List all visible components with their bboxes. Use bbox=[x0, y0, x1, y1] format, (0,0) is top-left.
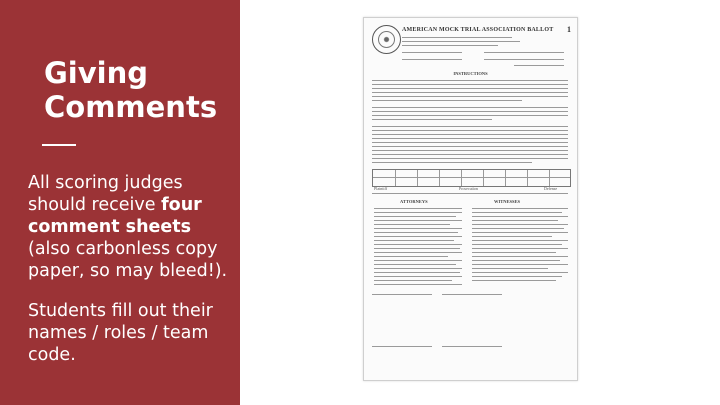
text-line bbox=[372, 111, 568, 112]
slide-title: Giving Comments bbox=[44, 56, 218, 124]
text-line bbox=[372, 146, 568, 147]
signature-line bbox=[442, 346, 502, 347]
title-panel bbox=[0, 0, 240, 405]
text-line bbox=[372, 150, 568, 151]
text-line bbox=[402, 52, 462, 53]
signature-line bbox=[442, 294, 502, 295]
witnesses-heading: WITNESSES bbox=[494, 199, 521, 204]
ballot-page-number: 1 bbox=[567, 25, 571, 34]
text-line bbox=[372, 92, 568, 93]
text-line bbox=[372, 158, 568, 159]
text-line bbox=[402, 37, 512, 38]
text-line bbox=[372, 134, 568, 135]
paragraph-emphasis: four comment sheets bbox=[28, 195, 202, 237]
text-line bbox=[372, 107, 568, 108]
instructions-heading: INSTRUCTIONS bbox=[453, 71, 488, 76]
text-line bbox=[484, 59, 564, 60]
text-line bbox=[372, 100, 522, 101]
signature-label-line bbox=[372, 294, 432, 295]
table-caption-mid: Prosecution bbox=[459, 186, 478, 191]
text-line bbox=[372, 142, 568, 143]
title-underline bbox=[42, 144, 76, 146]
amta-seal-icon bbox=[372, 25, 401, 54]
signature-label-line bbox=[372, 346, 432, 347]
text-line bbox=[372, 138, 568, 139]
text-line bbox=[372, 193, 568, 194]
text-line bbox=[372, 80, 568, 81]
text-line bbox=[372, 88, 568, 89]
text-line bbox=[372, 154, 568, 155]
text-line bbox=[372, 119, 492, 120]
table-caption-right: Defense bbox=[544, 186, 558, 191]
text-line bbox=[402, 41, 520, 42]
paragraph-text-end: (also carbonless copy paper, so may bleed!). bbox=[28, 239, 228, 281]
ballot-heading: AMERICAN MOCK TRIAL ASSOCIATION BALLOT bbox=[402, 27, 554, 33]
text-line bbox=[484, 52, 564, 53]
text-line bbox=[372, 126, 568, 127]
text-line bbox=[372, 96, 568, 97]
text-line bbox=[402, 59, 462, 60]
text-line bbox=[372, 130, 568, 131]
text-line bbox=[372, 84, 568, 85]
text-line bbox=[372, 115, 568, 116]
table-caption-left: Plaintiff bbox=[374, 186, 388, 191]
text-line bbox=[402, 45, 498, 46]
paragraph-text-start: All scoring judges should receive bbox=[28, 173, 183, 215]
attorneys-heading: ATTORNEYS bbox=[400, 199, 428, 204]
comment-sheets-paragraph bbox=[28, 172, 233, 282]
ballot-image bbox=[363, 17, 578, 381]
student-names-paragraph: Students fill out their names / roles / team code. bbox=[28, 301, 213, 365]
text-line bbox=[514, 65, 564, 66]
text-line bbox=[372, 162, 532, 163]
scoring-scale-table bbox=[372, 169, 571, 187]
